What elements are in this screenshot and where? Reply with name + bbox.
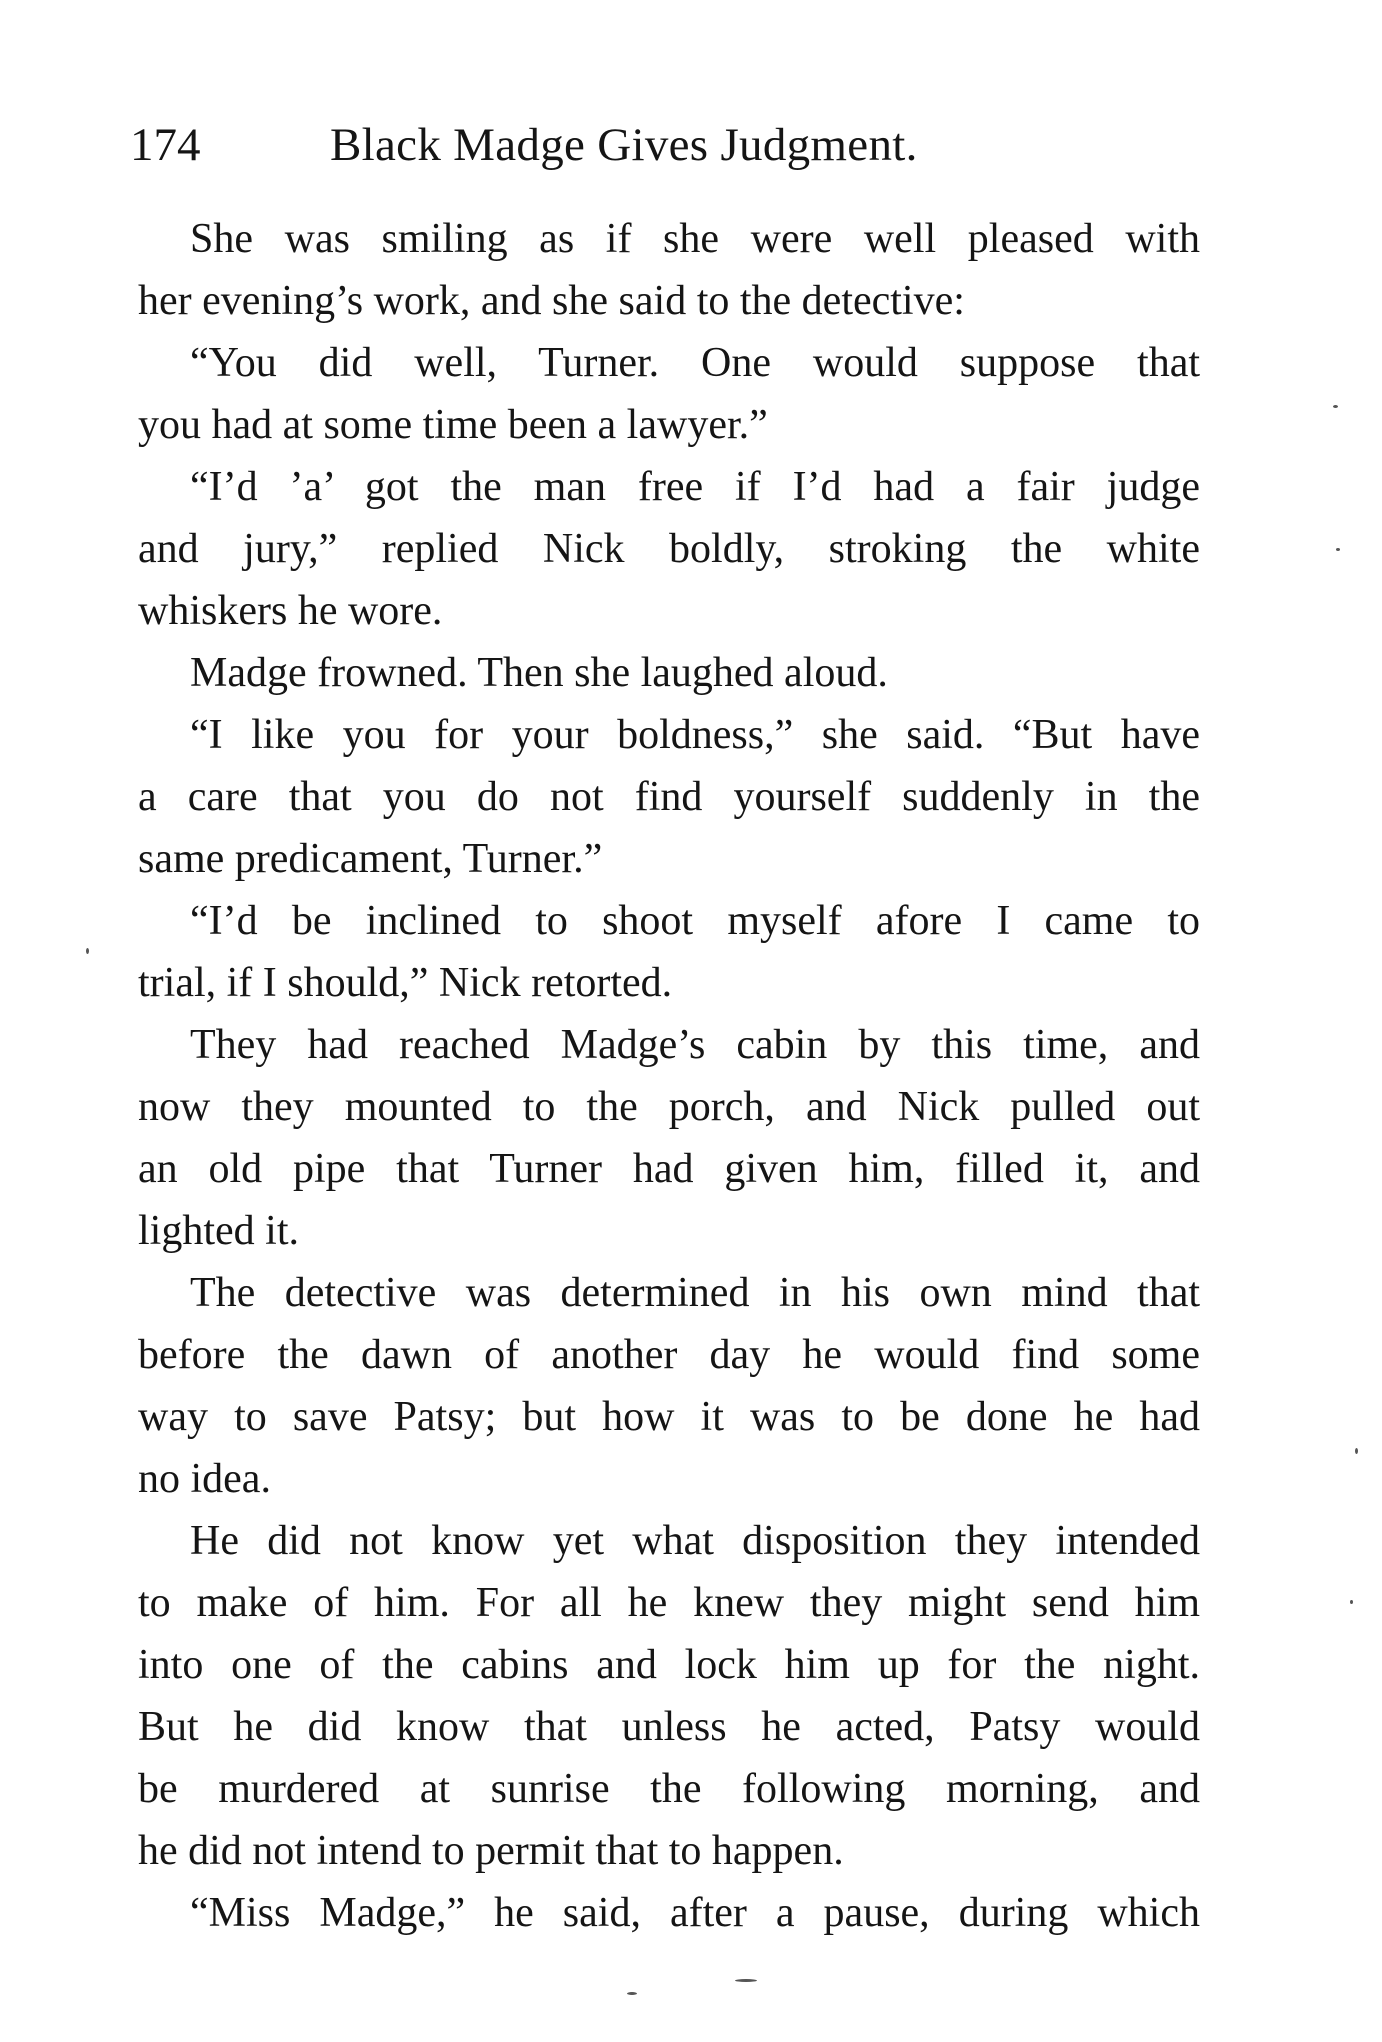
text-line: She was smiling as if she were well pleased with [190,216,1200,262]
text-line: lighted it. [138,1208,299,1254]
text-line: now they mounted to the porch, and Nick pulled out [138,1084,1200,1130]
text-line: whiskers he wore. [138,588,443,634]
running-title: Black Madge Gives Judgment. [330,119,918,171]
scan-speck [1350,1600,1353,1604]
scan-speck [1336,548,1340,551]
text-line: you had at some time been a lawyer.” [138,402,768,448]
text-line: “Miss Madge,” he said, after a pause, during which [190,1890,1200,1936]
text-line: They had reached Madge’s cabin by this time, and [190,1022,1200,1068]
text-line: he did not intend to permit that to happen. [138,1828,844,1874]
running-head [130,110,1230,180]
text-line: The detective was determined in his own mind that [190,1270,1200,1316]
scan-speck [1355,1448,1358,1454]
page-number: 174 [130,119,201,171]
text-line: way to save Patsy; but how it was to be done he had [138,1394,1200,1440]
body-text [138,208,1200,1944]
text-line: no idea. [138,1456,271,1502]
text-line: trial, if I should,” Nick retorted. [138,960,673,1006]
text-line: to make of him. For all he knew they might send him [138,1580,1200,1626]
text-line: an old pipe that Turner had given him, filled it, and [138,1146,1200,1192]
text-line: “I’d ’a’ got the man free if I’d had a fair judge [190,464,1200,510]
scan-speck [735,1979,757,1982]
text-line: and jury,” replied Nick boldly, stroking the white [138,526,1200,572]
scan-speck [627,1992,637,1995]
text-line: Madge frowned. Then she laughed aloud. [190,650,888,696]
text-line: before the dawn of another day he would find some [138,1332,1200,1378]
text-line: “You did well, Turner. One would suppose that [190,340,1200,386]
text-line: “I like you for your boldness,” she said. “But have [190,712,1200,758]
text-line: be murdered at sunrise the following morning, and [138,1766,1200,1812]
text-line: same predicament, Turner.” [138,836,603,882]
scan-speck [86,948,89,954]
text-line: into one of the cabins and lock him up for the night. [138,1642,1200,1688]
text-line: “I’d be inclined to shoot myself afore I came to [190,898,1200,944]
scan-speck [1333,405,1338,408]
text-line: a care that you do not find yourself suddenly in the [138,774,1200,820]
text-line: her evening’s work, and she said to the detective: [138,278,965,324]
text-line: He did not know yet what disposition they intended [190,1518,1200,1564]
text-line: But he did know that unless he acted, Patsy would [138,1704,1200,1750]
